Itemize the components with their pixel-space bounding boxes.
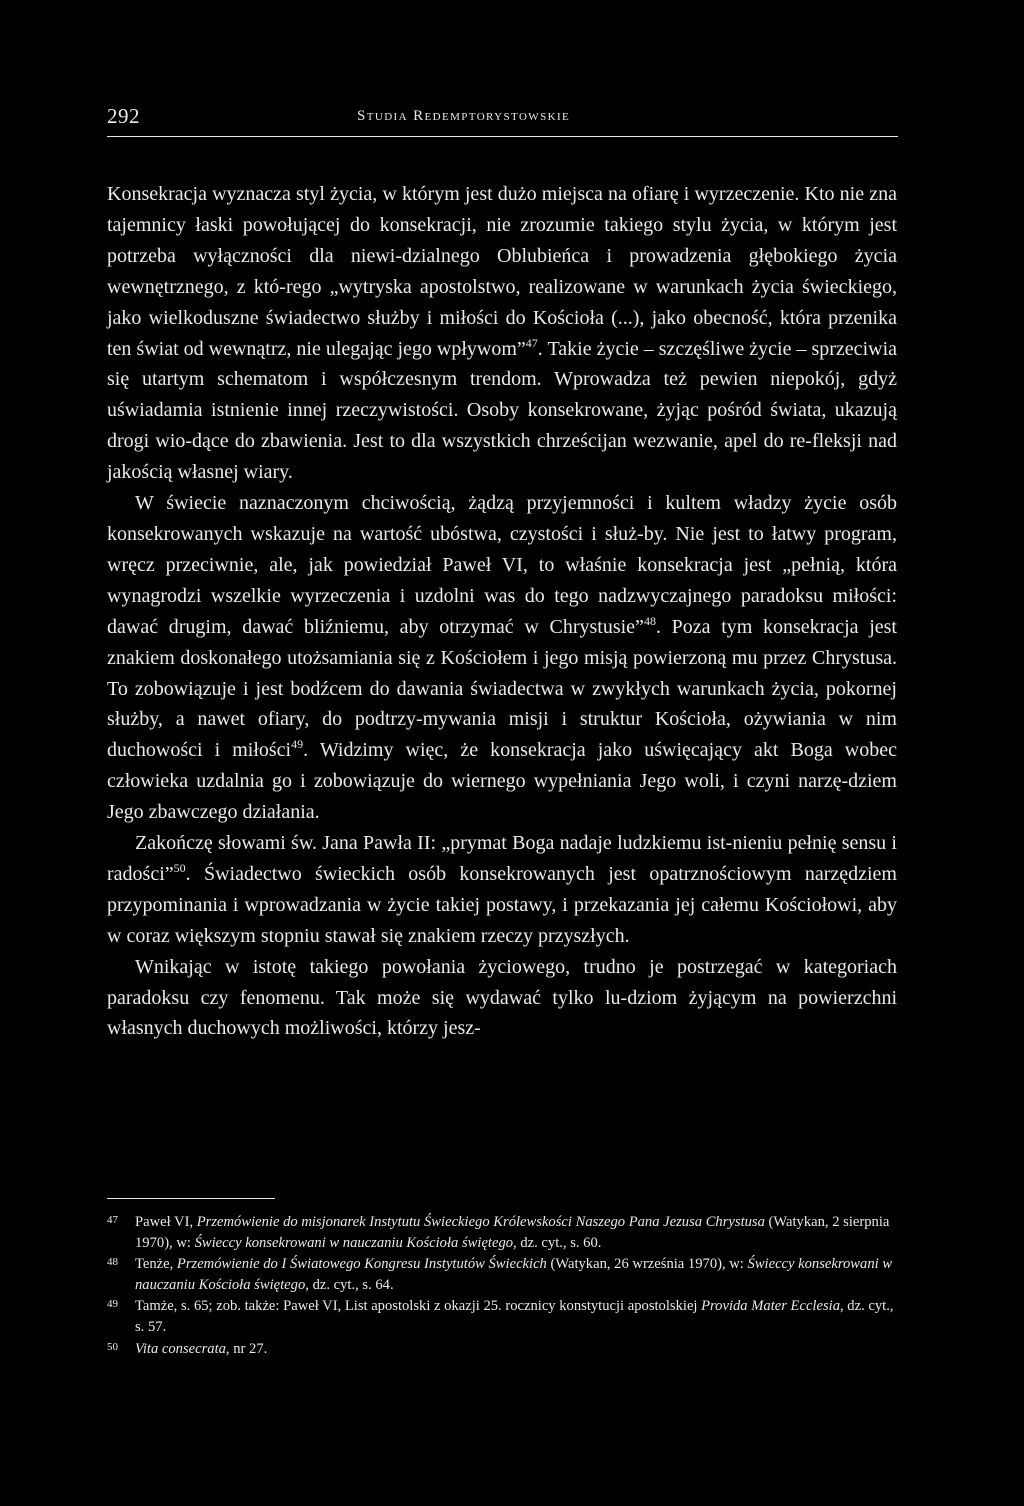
page-header	[107, 104, 898, 134]
footnote-text	[135, 1256, 892, 1293]
footnote-segment: , dz. cyt., s. 57.	[135, 1298, 894, 1335]
footnote-49	[107, 1296, 897, 1337]
footnote-number: 49	[107, 1298, 118, 1311]
footnote-segment: (Watykan, 26 września 1970), w:	[546, 1256, 748, 1273]
footnote-segment: , nr 27.	[225, 1340, 268, 1357]
paragraph-2	[107, 488, 897, 828]
paragraph-text: Konsekracja wyznacza styl życia, w którym jest dużo miejsca na ofiarę i wyrzeczenie. Kto nie zna tajemnicy łaski powołującej do konsekracji, nie zrozumie takiego stylu życia, w którym jest potrzeba wyłączności dla niewi-dzialnego Oblubieńca i prowadzenia głębokiego życia wewnętrznego, z któ-rego „wytryska apostolstwo, realizowane w warunkach życia świeckiego, jako wielkoduszne świadectwo służby i miłości do Kościoła (...), jako obecność, która przenika ten świat od wewnątrz, nie ulegając jego wpływom”	[107, 183, 897, 360]
footnote-48	[107, 1254, 897, 1295]
footnote-ref-47: 47	[525, 335, 538, 350]
footnote-title: Przemówienie do I Światowego Kongresu Instytutów Świeckich	[176, 1256, 547, 1273]
footnote-segment: (Watykan, 2 sierpnia 1970), w:	[135, 1214, 890, 1251]
paragraph-text: . Poza tym konsekracja jest znakiem doskonałego utożsamiania się z Kościołem i jego misją powierzoną mu przez Chrystusa. To zobowiązuje i jest bodźcem do dawania świadectwa w zwykłych warunkach życia, pokornej służby, a nawet ofiary, do podtrzy-mywania misji i struktur Kościoła, ożywiania w nim duchowości i miłości	[107, 615, 897, 762]
main-text	[107, 179, 897, 1044]
footnote-title: Vita consecrata	[135, 1340, 226, 1357]
footnote-text	[135, 1341, 267, 1357]
footnote-rule	[107, 1198, 275, 1199]
paragraph-1	[107, 179, 897, 488]
footnote-ref-49: 49	[291, 737, 304, 752]
footnotes	[107, 1212, 897, 1360]
footnote-segment: Tenże,	[135, 1256, 177, 1273]
paragraph-text: W świecie naznaczonym chciwością, żądzą przyjemności i kultem władzy życie osób konsekrowanych wskazuje na wartość ubóstwa, czystości i służ-by. Nie jest to łatwy program, wręcz przeciwnie, ale, jak powiedział Paweł VI, to właśnie konsekracja jest „pełnią, która wynagrodzi wszelkie wyrzeczenia i uzdolni was do tego nadzwyczajnego paradoksu miłości: dawać drugim, dawać bliźniemu, aby otrzymać w Chrystusie”	[107, 492, 897, 638]
footnote-ref-48: 48	[643, 613, 656, 628]
footnote-segment: , dz. cyt., s. 64.	[305, 1276, 394, 1293]
footnote-47	[107, 1212, 897, 1253]
footnote-50	[107, 1339, 897, 1360]
footnote-segment: Tamże, s. 65; zob. także: Paweł VI, List apostolski z okazji 25. rocznicy konstytucji apostolskiej	[135, 1298, 702, 1315]
footnote-number: 50	[107, 1340, 118, 1353]
footnote-segment: , dz. cyt., s. 60.	[513, 1234, 602, 1251]
page-number: 292	[107, 104, 140, 128]
paragraph-4: Wnikając w istotę takiego powołania życiowego, trudno je postrzegać w kategoriach paradoksu czy fenomenu. Tak może się wydawać tylko lu-dziom żyjącym na powierzchni własnych duchowych możliwości, którzy jesz-	[107, 955, 897, 1040]
paragraph-text: . Takie życie – szczęśliwe życie – sprzeciwia się utartym schematom i współczesnym trendom. Wprowadza też pewien niepokój, gdyż uświadamia istnienie innej rzeczywistości. Osoby konsekrowane, żyjąc pośród świata, ukazują drogi wio-dące do zbawienia. Jest to dla wszystkich chrześcijan wezwanie, apel do re-fleksji nad jakością własnej wiary.	[107, 337, 897, 484]
footnote-text	[135, 1298, 894, 1335]
footnote-number: 48	[107, 1256, 118, 1269]
footnote-title: Przemówienie do misjonarek Instytutu Świeckiego Królewskości Naszego Pana Jezusa Chrystusa	[196, 1214, 765, 1230]
paragraph-3	[107, 828, 897, 952]
paragraph-text: Zakończę słowami św. Jana Pawła II: „prymat Boga nadaje ludzkiemu ist-nieniu pełnię sensu i radości”	[107, 832, 897, 885]
footnote-text	[135, 1214, 889, 1251]
footnote-segment: Paweł VI,	[135, 1214, 197, 1230]
paragraph-text: . Świadectwo świeckich osób konsekrowanych jest opatrznościowym narzędziem przypominania i wprowadzania w życie takiej postawy, i przekazania jej całemu Kościołowi, aby w coraz większym stopniu stawał się znakiem rzeczy przyszłych.	[107, 862, 897, 947]
paragraph-text: . Widzimy więc, że konsekracja jako uświęcający akt Boga wobec człowieka uzdalnia go i zobowiązuje do wiernego wypełniania Jego woli, i czyni narzę-dziem Jego zbawczego działania.	[107, 739, 897, 824]
footnote-title: Świeccy konsekrowani w nauczaniu Kościoła świętego	[194, 1234, 514, 1251]
footnote-title: Świeccy konsekrowani w nauczaniu Kościoła świętego	[135, 1256, 893, 1293]
footnote-number: 47	[107, 1214, 118, 1226]
footnote-title: Provida Mater Ecclesia	[701, 1298, 840, 1315]
footnote-ref-50: 50	[173, 860, 186, 875]
running-head: Studia Redemptorystowskie	[357, 108, 571, 124]
header-rule	[107, 136, 898, 137]
